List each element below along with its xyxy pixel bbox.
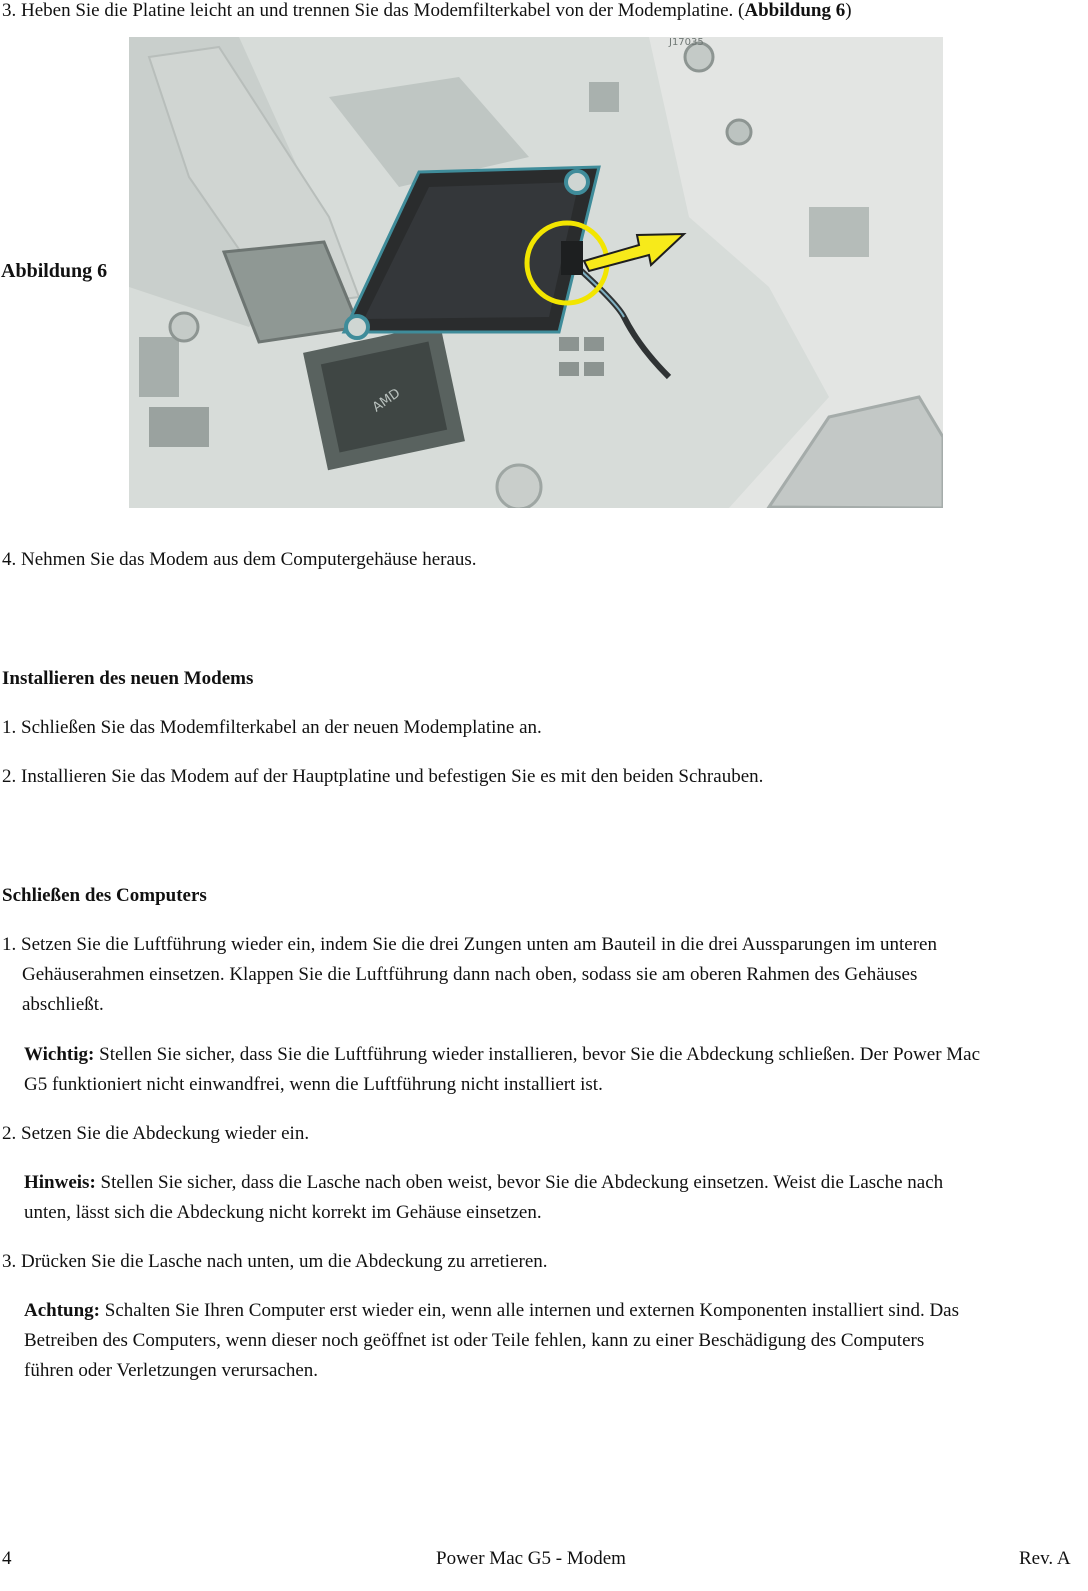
close-section-heading: Schließen des Computers xyxy=(2,885,207,906)
install-step-1: 1. Schließen Sie das Modemfilterkabel an der neuen Modemplatine an. xyxy=(2,717,542,738)
close-step-1-line-1: 1. Setzen Sie die Luftführung wieder ein, indem Sie die drei Zungen unten am Bauteil in die drei Aussparungen im unteren xyxy=(2,934,937,955)
important-label: Wichtig: xyxy=(24,1044,95,1065)
chip-marking-label: AMD xyxy=(369,385,404,416)
caution-text-line-2: Betreiben des Computers, wenn dieser noch geöffnet ist oder Teile fehlen, kann zu einer Beschädigung des Computers xyxy=(24,1330,925,1351)
important-text-line-2: G5 funktioniert nicht einwandfrei, wenn die Luftführung nicht installiert ist. xyxy=(24,1074,603,1095)
modem-removal-photo xyxy=(129,37,943,508)
close-step-1-line-2: Gehäuserahmen einsetzen. Klappen Sie die Luftführung dann nach oben, sodass sie am oberen Rahmen des Gehäuses xyxy=(22,964,918,985)
important-note xyxy=(24,1040,1074,1100)
hint-text-line-2: unten, lässt sich die Abdeckung nicht korrekt im Gehäuse einsetzen. xyxy=(24,1202,542,1223)
figure-reference: Abbildung 6 xyxy=(744,0,846,21)
step-3-instruction xyxy=(2,0,852,26)
motherboard-illustration xyxy=(129,37,943,508)
step-3-text: 3. Heben Sie die Platine leicht an und trennen Sie das Modemfilterkabel von der Modemplatine. ( xyxy=(2,0,745,21)
step-4-instruction: 4. Nehmen Sie das Modem aus dem Computergehäuse heraus. xyxy=(2,549,477,570)
step-3-close-paren: ) xyxy=(845,0,852,21)
footer-page-number: 4 xyxy=(2,1548,12,1569)
close-step-1-line-3: abschließt. xyxy=(22,994,104,1015)
footer-title: Power Mac G5 - Modem xyxy=(436,1548,626,1569)
close-step-1 xyxy=(2,930,1062,1020)
install-step-2: 2. Installieren Sie das Modem auf der Hauptplatine und befestigen Sie es mit den beiden Schrauben. xyxy=(2,766,764,787)
caution-note xyxy=(24,1296,1079,1386)
hint-text-line-1: Stellen Sie sicher, dass die Lasche nach oben weist, bevor Sie die Abdeckung einsetzen. Weist die Lasche nach xyxy=(95,1172,944,1193)
footer-revision: Rev. A xyxy=(1019,1548,1071,1569)
connector-label: J17035 xyxy=(669,37,704,48)
caution-text-line-3: führen oder Verletzungen verursachen. xyxy=(24,1360,319,1381)
hint-note xyxy=(24,1168,1064,1228)
hint-label: Hinweis: xyxy=(24,1172,96,1193)
caution-label: Achtung: xyxy=(24,1300,101,1321)
important-text-line-1: Stellen Sie sicher, dass Sie die Luftführung wieder installieren, bevor Sie die Abdeckung schließen. Der Power Mac xyxy=(94,1044,981,1065)
close-step-3: 3. Drücken Sie die Lasche nach unten, um die Abdeckung zu arretieren. xyxy=(2,1251,548,1272)
figure-label: Abbildung 6 xyxy=(1,260,108,282)
close-step-2: 2. Setzen Sie die Abdeckung wieder ein. xyxy=(2,1123,310,1144)
install-section-heading: Installieren des neuen Modems xyxy=(2,668,254,689)
caution-text-line-1: Schalten Sie Ihren Computer erst wieder ein, wenn alle internen und externen Komponenten installiert sind. Das xyxy=(100,1300,959,1321)
